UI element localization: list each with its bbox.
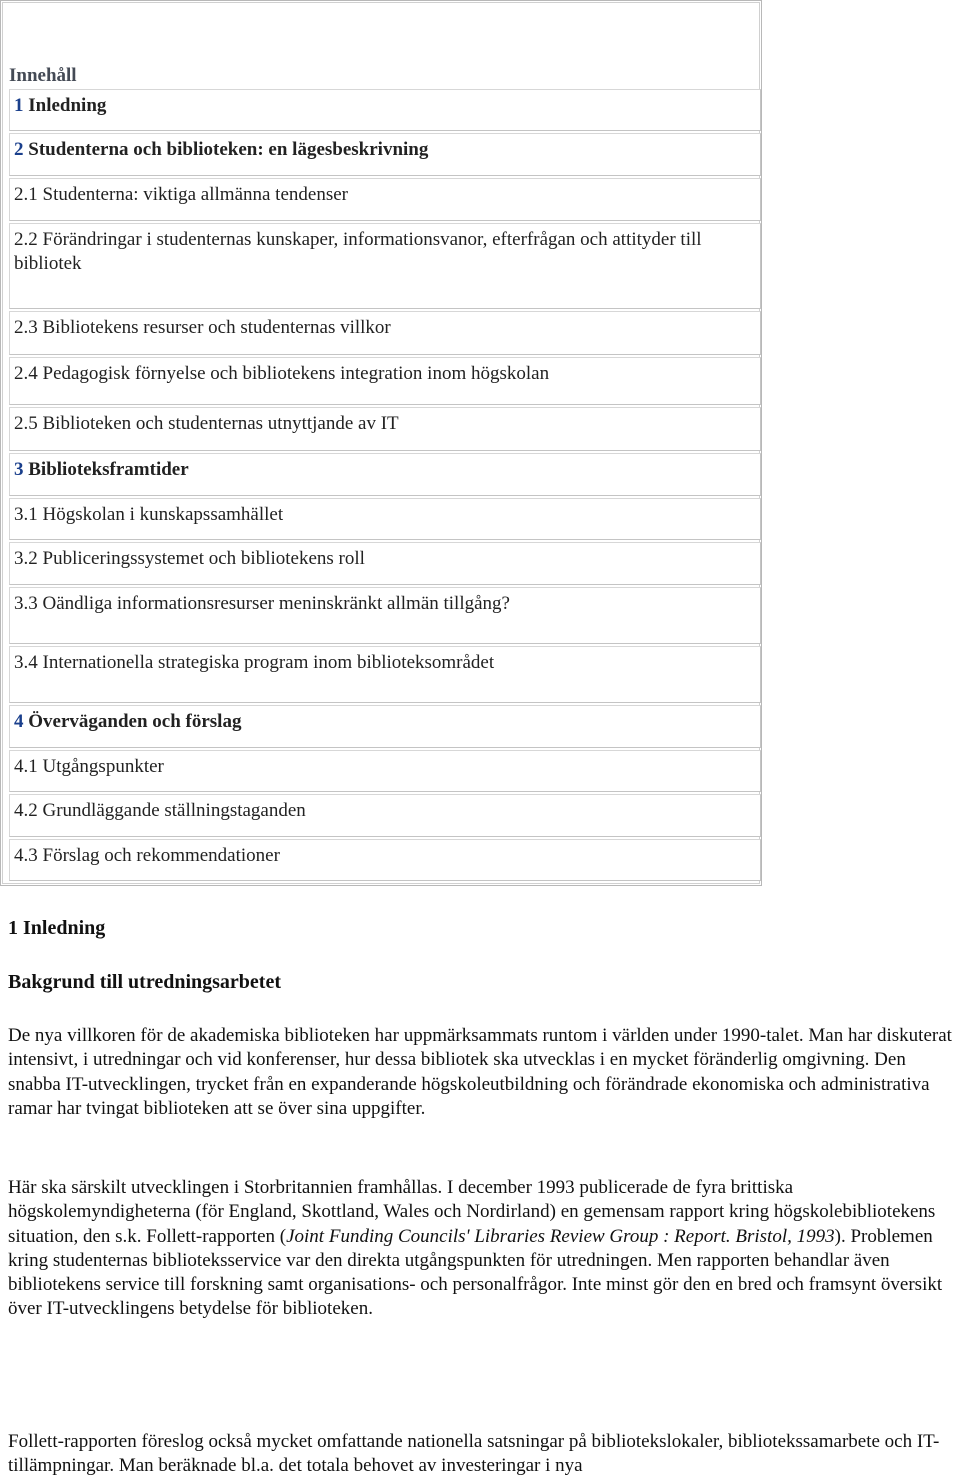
toc-link[interactable]: [14, 138, 756, 162]
toc-link[interactable]: [14, 547, 756, 571]
toc-link-label[interactable]: 3.4 Internationella strategiska program inom biblioteksområdet: [14, 652, 495, 673]
toc-item[interactable]: [9, 705, 761, 748]
toc-item[interactable]: [9, 794, 761, 837]
toc-link[interactable]: [14, 228, 756, 276]
paragraph-2-citation: Joint Funding Councils' Libraries Review Group : Report. Bristol, 1993: [286, 1225, 835, 1247]
toc-item[interactable]: [9, 542, 761, 585]
toc-item[interactable]: [9, 133, 761, 176]
toc-link[interactable]: [14, 651, 756, 675]
toc-link[interactable]: [14, 458, 756, 482]
toc-link-label[interactable]: Överväganden och förslag: [23, 711, 242, 732]
toc-link[interactable]: [14, 799, 756, 823]
toc-link-label[interactable]: Inledning: [23, 95, 107, 116]
toc-link[interactable]: [14, 183, 756, 207]
toc-link-label[interactable]: 4.2 Grundläggande ställningstaganden: [14, 800, 306, 821]
toc-link-number[interactable]: 3: [14, 459, 24, 480]
toc-link[interactable]: [14, 755, 756, 779]
toc-link-label[interactable]: 4.1 Utgångspunkter: [14, 756, 164, 777]
toc-item[interactable]: [9, 750, 761, 792]
toc-item[interactable]: [9, 646, 761, 703]
toc-link-number[interactable]: 1: [14, 95, 24, 116]
toc-link-label[interactable]: 3.3 Oändliga informationsresurser meninskränkt allmän tillgång?: [14, 593, 510, 614]
toc-link-label[interactable]: 2.2 Förändringar i studenternas kunskaper, informationsvanor, efterfrågan och attityder till bibliotek: [14, 229, 702, 274]
paragraph-3: Follett-rapporten föreslog också mycket omfattande nationella satsningar på bibliotekslokaler, bibliotekssamarbete och IT-tillämpningar. Man beräknade bl.a. det totala behovet av investeringar i nya: [8, 1431, 940, 1477]
toc-link-label[interactable]: 2.3 Bibliotekens resurser och studenternas villkor: [14, 317, 391, 338]
toc-link-number[interactable]: 4: [14, 711, 24, 732]
toc-item[interactable]: [9, 89, 761, 131]
paragraph-2-part-a: Här ska särskilt utvecklingen i Storbritannien framhållas. I december 1993 publicerade de fyra brittiska högskolemyndigheterna (för England, Skottland, Wales och Nordirland) en gemensam rapport kring högskolebibliotekens situation, den s.k. Follett-rapporten (: [8, 1177, 936, 1247]
toc-link-label[interactable]: 2.1 Studenterna: viktiga allmänna tendenser: [14, 184, 348, 205]
toc-item[interactable]: [9, 453, 761, 496]
toc-link-label[interactable]: 4.3 Förslag och rekommendationer: [14, 845, 280, 866]
toc-link[interactable]: [14, 362, 756, 386]
toc-link[interactable]: [14, 844, 756, 868]
toc-link-label[interactable]: Biblioteksframtider: [23, 459, 189, 480]
table-of-contents: [2, 2, 760, 884]
paragraph-2: [8, 1176, 958, 1322]
toc-item[interactable]: [9, 839, 761, 881]
toc-link[interactable]: [14, 316, 756, 340]
toc-link-label[interactable]: Studenterna och biblioteken: en lägesbeskrivning: [23, 139, 429, 160]
toc-item[interactable]: [9, 498, 761, 540]
toc-item[interactable]: [9, 223, 761, 309]
toc-item[interactable]: [9, 311, 761, 355]
toc-link-label[interactable]: 3.2 Publiceringssystemet och bibliotekens roll: [14, 548, 365, 569]
toc-heading: Innehåll: [9, 65, 77, 86]
toc-link-label[interactable]: 2.4 Pedagogisk förnyelse och bibliotekens integration inom högskolan: [14, 363, 550, 384]
toc-link[interactable]: [14, 503, 756, 527]
toc-item[interactable]: [9, 587, 761, 644]
toc-link[interactable]: [14, 412, 756, 436]
toc-item[interactable]: [9, 178, 761, 221]
toc-link-label[interactable]: 3.1 Högskolan i kunskapssamhället: [14, 504, 284, 525]
section-title: 1 Inledning: [8, 917, 106, 939]
toc-item[interactable]: [9, 357, 761, 405]
toc-link[interactable]: [14, 710, 756, 734]
subsection-title: Bakgrund till utredningsarbetet: [8, 971, 281, 993]
toc-item[interactable]: [9, 407, 761, 451]
toc-link[interactable]: [14, 592, 756, 616]
paragraph-1: De nya villkoren för de akademiska biblioteken har uppmärksammats runtom i världen under 1990-talet. Man har diskuterat intensivt, i utredningar och vid konferenser, hur dessa bibliotek ska utvecklas i en mycket föränderlig omgivning. Den snabba IT-utvecklingen, trycket från en expanderande högskoleutbildning och förändrade ekonomiska och administrativa ramar har tvingat biblioteken att se över sina uppgifter.: [8, 1025, 952, 1119]
toc-link-label[interactable]: 2.5 Biblioteken och studenternas utnyttjande av IT: [14, 413, 399, 434]
toc-link-number[interactable]: 2: [14, 139, 24, 160]
paragraph-2-part-b: ). Problemen kring studenternas biblioteksservice var den direkta utgångspunkten för utredningen. Men rapporten behandlar även bibliotekens service till forskning samt organisations- och personalfrågor. Inte minst gör den en bred och framsynt översikt över IT-utvecklingens betydelse för biblioteken.: [8, 1225, 943, 1320]
toc-link[interactable]: [14, 94, 756, 118]
